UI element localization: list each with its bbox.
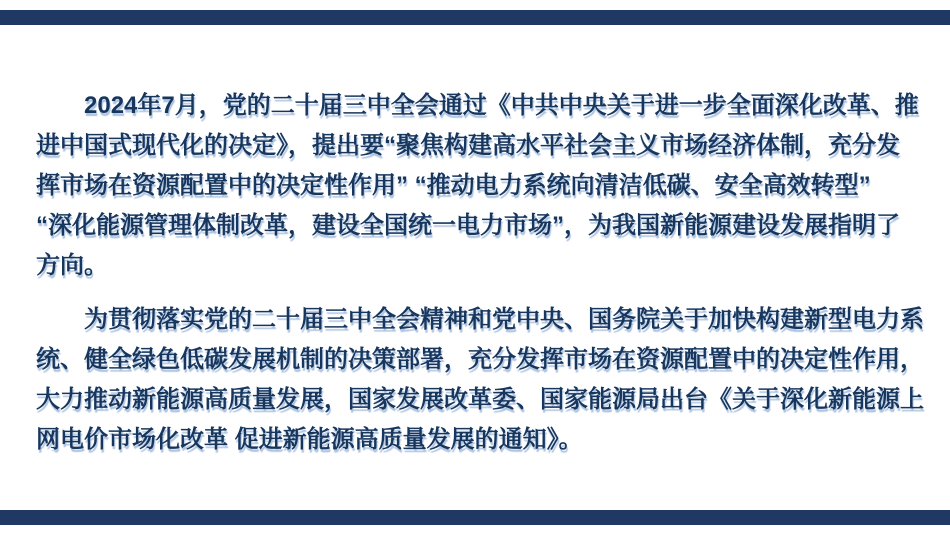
- slide-body-text: [36, 86, 924, 460]
- text-line: 网电价市场化改革 促进新能源高质量发展的通知》。: [36, 426, 583, 453]
- text-line: “深化能源管理体制改革，建设全国统一电力市场”，为我国新能源建设发展指明了: [36, 212, 900, 239]
- paragraph-2: [36, 300, 924, 460]
- text-line: 方向。: [36, 252, 108, 279]
- text-line: 大力推动新能源高质量发展，国家发展改革委、国家能源局出台《关于深化新能源上: [36, 386, 924, 413]
- text-line: 进中国式现代化的决定》，提出要“聚焦构建高水平社会主义市场经济体制，充分发: [36, 132, 900, 159]
- bottom-decoration-bar: [0, 510, 950, 525]
- text-line: 挥市场在资源配置中的决定性作用” “推动电力系统向清洁低碳、安全高效转型”: [36, 172, 871, 199]
- text-line: 统、健全绿色低碳发展机制的决策部署，充分发挥市场在资源配置中的决定性作用，: [36, 346, 924, 373]
- top-decoration-bar: [0, 10, 950, 25]
- text-line: 为贯彻落实党的二十届三中全会精神和党中央、国务院关于加快构建新型电力系: [84, 306, 924, 333]
- paragraph-1: [36, 86, 918, 286]
- text-line: 2024年7月，党的二十届三中全会通过《中共中央关于进一步全面深化改革、推: [84, 92, 919, 119]
